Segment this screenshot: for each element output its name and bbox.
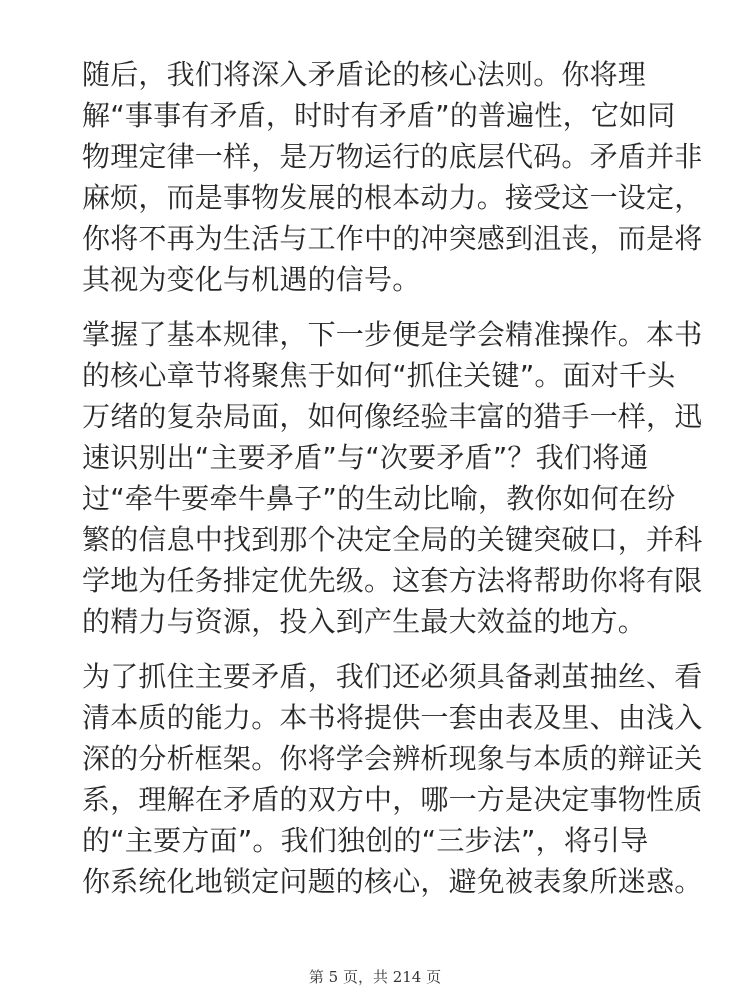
text-line: 系，理解在矛盾的双方中，哪一方是决定事物性质 [82, 783, 703, 816]
text-line: 万绪的复杂局面，如何像经验丰富的猎手一样，迅 [82, 400, 703, 433]
page-number: 第 5 页，共 214 页 [308, 968, 442, 986]
text-line: 深的分析框架。你将学会辨析现象与本质的辩证关 [82, 742, 703, 775]
paragraph-3 [82, 656, 703, 902]
text-line: 的核心章节将聚焦于如何“抓住关键”。面对千头 [82, 359, 676, 392]
text-line: 清本质的能力。本书将提供一套由表及里、由浅入 [82, 701, 703, 734]
paragraph-2 [82, 314, 703, 642]
text-line: 其视为变化与机遇的信号。 [82, 263, 421, 296]
text-line: 学地为任务排定优先级。这套方法将帮助你将有限 [82, 564, 703, 597]
page-body [82, 54, 703, 916]
text-line: 为了抓住主要矛盾，我们还必须具备剥茧抽丝、看 [82, 660, 703, 693]
text-line: 的精力与资源，投入到产生最大效益的地方。 [82, 605, 647, 638]
text-line: 的“主要方面”。我们独创的“三步法”，将引导 [82, 824, 649, 857]
text-line: 速识别出“主要矛盾”与“次要矛盾”？我们将通 [82, 441, 649, 474]
paragraph-1 [82, 54, 703, 300]
text-line: 掌握了基本规律，下一步便是学会精准操作。本书 [82, 318, 703, 351]
text-line: 物理定律一样，是万物运行的底层代码。矛盾并非 [82, 140, 703, 173]
text-line: 繁的信息中找到那个决定全局的关键突破口，并科 [82, 523, 703, 556]
text-line: 随后，我们将深入矛盾论的核心法则。你将理 [82, 58, 647, 91]
text-line: 麻烦，而是事物发展的根本动力。接受这一设定， [82, 181, 703, 214]
text-line: 解“事事有矛盾，时时有矛盾”的普遍性，它如同 [82, 99, 676, 132]
text-line: 你系统化地锁定问题的核心，避免被表象所迷惑。 [82, 865, 703, 898]
text-line: 你将不再为生活与工作中的冲突感到沮丧，而是将 [82, 222, 703, 255]
text-line: 过“牵牛要牵牛鼻子”的生动比喻，教你如何在纷 [82, 482, 676, 515]
